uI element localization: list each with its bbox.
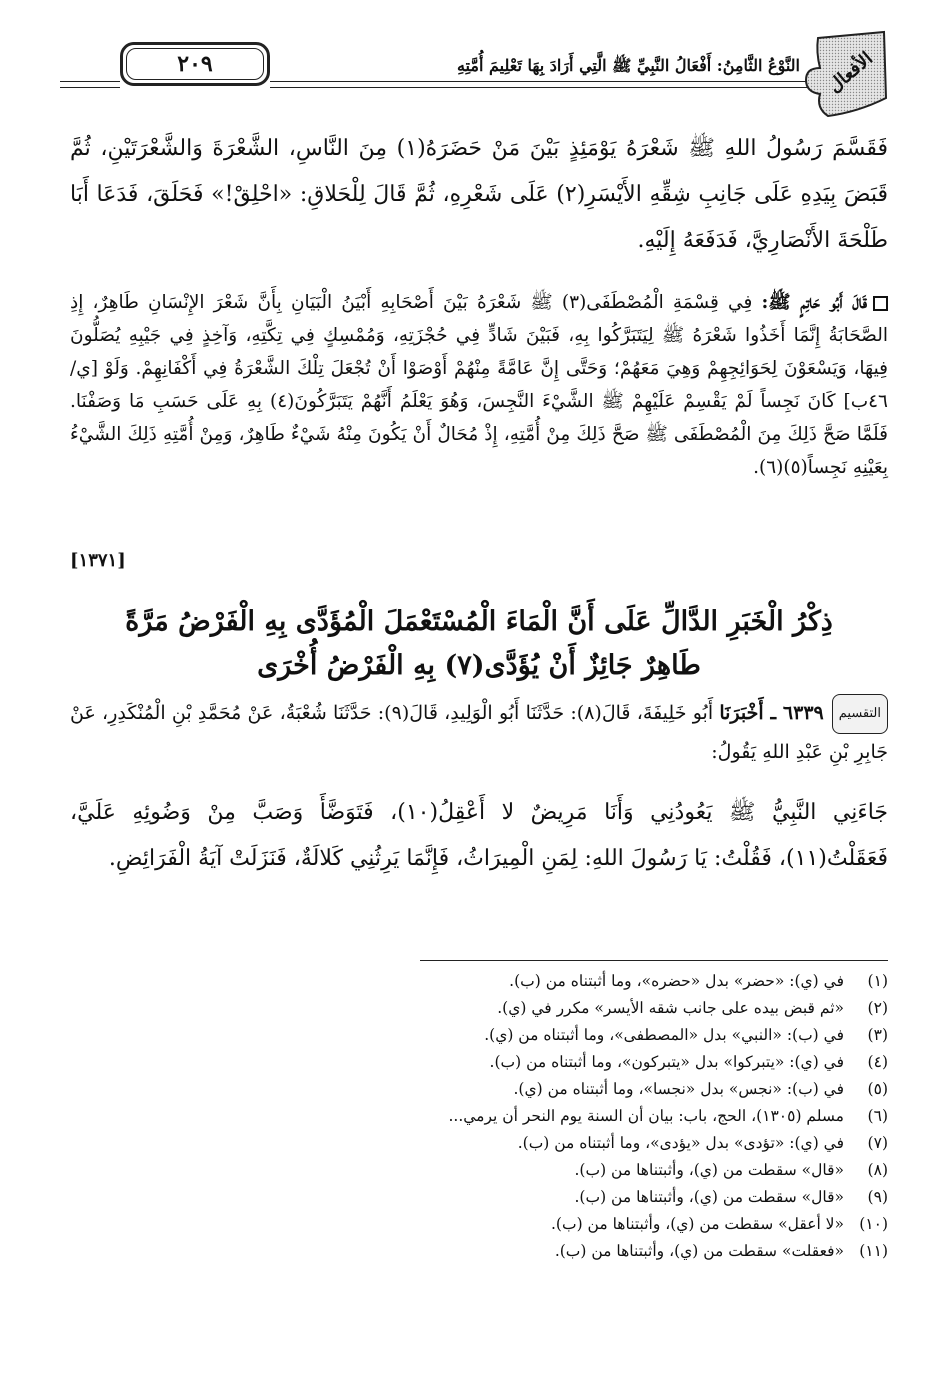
- footnote: (٤)في (ي): «يتبركوا» بدل «يتبركون»، وما أثبتناه من (ب).: [489, 1053, 888, 1071]
- hadith-number: ٦٣٣٩ ـ أَخْبَرَنَا: [719, 702, 824, 724]
- footnote: (٧)في (ي): «تؤدى» بدل «يؤدى»، وما أثبتناه من (ب).: [517, 1134, 888, 1152]
- section-badge: [798, 28, 890, 120]
- header-rule-left-top: [60, 81, 120, 82]
- hadith-reference-number: [١٣٧١]: [70, 550, 126, 571]
- commentary-text: فِي قِسْمَةِ الْمُصْطَفَى(٣) ﷺ شَعْرَهُ بَيْنَ أَصْحَابِهِ أَبْيَنُ الْبَيَانِ بِأَنَّ شَعْرَ الإِنْسَانِ طَاهِرٌ، إِذِ الصَّحَابَةُ إِنَّمَا أَخَذُوا شَعْرَهُ ﷺ لِيَتَبَرَّكُوا بِهِ، فَبَيْنَ شَادٍّ فِي حُجْزَتِهِ، وَمُمْسِكٍ فِي تِكَّتِهِ، وَآخِذٍ فِي جَيْبِهِ يُصَلُّونَ فِيهَا، وَيَسْعَوْنَ لِحَوَائِجِهِمْ وَهِيَ مَعَهُمْ؛ وَحَتَّى إِنَّ عَامَّةً مِنْهُمْ أَوْصَوْا أَنْ تُجْعَلَ تِلْكَ الشَّعْرَةُ فِي أَكْفَانِهِمْ. وَلَوْ [ي/٤٦ب] كَانَ نَجِساً لَمْ يَقْسِمْ عَلَيْهِمْ ﷺ الشَّيْءَ النَّجِسَ، وَهُوَ يَعْلَمُ أَنَّهُمْ يَتَبَرَّكُونَ(٤) بِهِ عَلَى حَسَبِ مَا وَصَفْنَا. فَلَمَّا صَحَّ ذَلِكَ مِنَ الْمُصْطَفَى ﷺ صَحَّ ذَلِكَ مِنْ أُمَّتِهِ، إِذْ مُحَالٌ أَنْ يَكُونَ مِنْهُ شَيْءٌ طَاهِرٌ، وَمِنْ أُمَّتِهِ ذَلِكَ الشَّيْءُ بِعَيْنِهِ نَجِساً(٥)(٦).: [70, 292, 888, 478]
- footnote: (٣)في (ب): «النبي» بدل «المصطفى»، وما أثبتناه من (ي).: [484, 1026, 888, 1044]
- badge-label: الأفعال: [824, 48, 877, 97]
- hadith-text-1: فَقَسَّمَ رَسُولُ اللهِ ﷺ شَعْرَهُ يَوْمَئِذٍ بَيْنَ مَنْ حَضَرَهُ(١) مِنَ النَّاسِ، الشَّعْرَةَ وَالشَّعْرَتَيْنِ، ثُمَّ قَبَضَ بِيَدِهِ عَلَى جَانِبِ شِقِّهِ الأَيْسَرِ(٢) عَلَى شَعْرِهِ، ثُمَّ قَالَ لِلْحَلاقِ: «احْلِقْ!» فَحَلَقَ، فَدَعَا أَبَا طَلْحَةَ الأَنْصَارِيَّ، فَدَفَعَهُ إِلَيْهِ.: [70, 136, 889, 253]
- chapter-heading-line-1: ذِكْرُ الْخَبَرِ الدَّالِّ عَلَى أَنَّ الْمَاءَ الْمُسْتَعْمَلَ الْمُؤَدَّى بِهِ الْفَرْضُ مَرَّةً: [125, 606, 833, 637]
- footnote: (١٠)«لا أعقل» سقطت من (ي)، وأثبتناها من (ب).: [551, 1215, 888, 1233]
- header-rule-left-bottom: [60, 87, 120, 88]
- footnote: (٢)«ثم قبض بيده على جانب شقه الأيسر» مكرر في (ي).: [497, 999, 888, 1017]
- commentary-speaker: قَالَ أَبُو حَاتِمٍ ﷺ:: [761, 292, 868, 313]
- footnote: (٨)«قال» سقطت من (ي)، وأثبتناها من (ب).: [574, 1161, 888, 1179]
- footnotes: [70, 968, 888, 1265]
- footnote: (١)في (ي): «حضر» بدل «حضره»، وما أثبتناه من (ب).: [509, 972, 888, 990]
- page-header: [60, 28, 890, 128]
- square-bullet-icon: [873, 296, 888, 311]
- header-rule-bottom: [270, 87, 830, 88]
- running-title: النَّوْعُ الثَّامِنُ: أَفْعَالُ النَّبِيِّ ﷺ الَّتِي أَرَادَ بِهَا تَعْلِيمَ أُمَّتِهِ: [456, 56, 800, 75]
- footnote-divider: [420, 960, 888, 961]
- isnad-text: أَبُو خَلِيفَةَ، قَالَ(٨): حَدَّثَنَا أَبُو الْوَلِيدِ، قَالَ(٩): حَدَّثَنَا شُعْبَةُ، عَنْ مُحَمَّدِ بْنِ الْمُنْكَدِرِ، عَنْ جَابِرِ بْنِ عَبْدِ اللهِ يَقُولُ:: [70, 702, 888, 763]
- page-number: ٢٠٩: [120, 42, 270, 86]
- header-rule-top: [270, 81, 830, 82]
- hadith-text-2: جَاءَنِي النَّبِيُّ ﷺ يَعُودُنِي وَأَنَا مَرِيضٌ لا أَعْقِلُ(١٠)، فَتَوَضَّأَ وَصَبَّ مِنْ وَضُوئِهِ عَلَيَّ، فَعَقَلْتُ(١١)، فَقُلْتُ: يَا رَسُولَ اللهِ: لِمَنِ الْمِيرَاثُ، فَإِنَّمَا يَرِثُنِي كَلالَةٌ، فَنَزَلَتْ آيَةُ الْفَرَائِضِ.: [70, 800, 888, 871]
- category-tag: التقسيم: [832, 694, 888, 734]
- chapter-heading-line-2: طَاهِرٌ جَائِزٌ أَنْ يُؤَدَّى(٧) بِهِ الْفَرْضُ أُخْرَى: [257, 650, 701, 681]
- commentary: [70, 286, 888, 484]
- footnote: (١١)«فعقلت» سقطت من (ي)، وأثبتناها من (ب).: [554, 1242, 888, 1260]
- footnote: (٩)«قال» سقطت من (ي)، وأثبتناها من (ب).: [574, 1188, 888, 1206]
- isnad: [70, 694, 888, 770]
- footnote: (٥)في (ب): «نجس» بدل «نجسا»، وما أثبتناه من (ي).: [513, 1080, 888, 1098]
- footnote: (٦)مسلم (١٣٠٥)، الحج، باب: بيان أن السنة يوم النحر أن يرمي...: [448, 1107, 888, 1125]
